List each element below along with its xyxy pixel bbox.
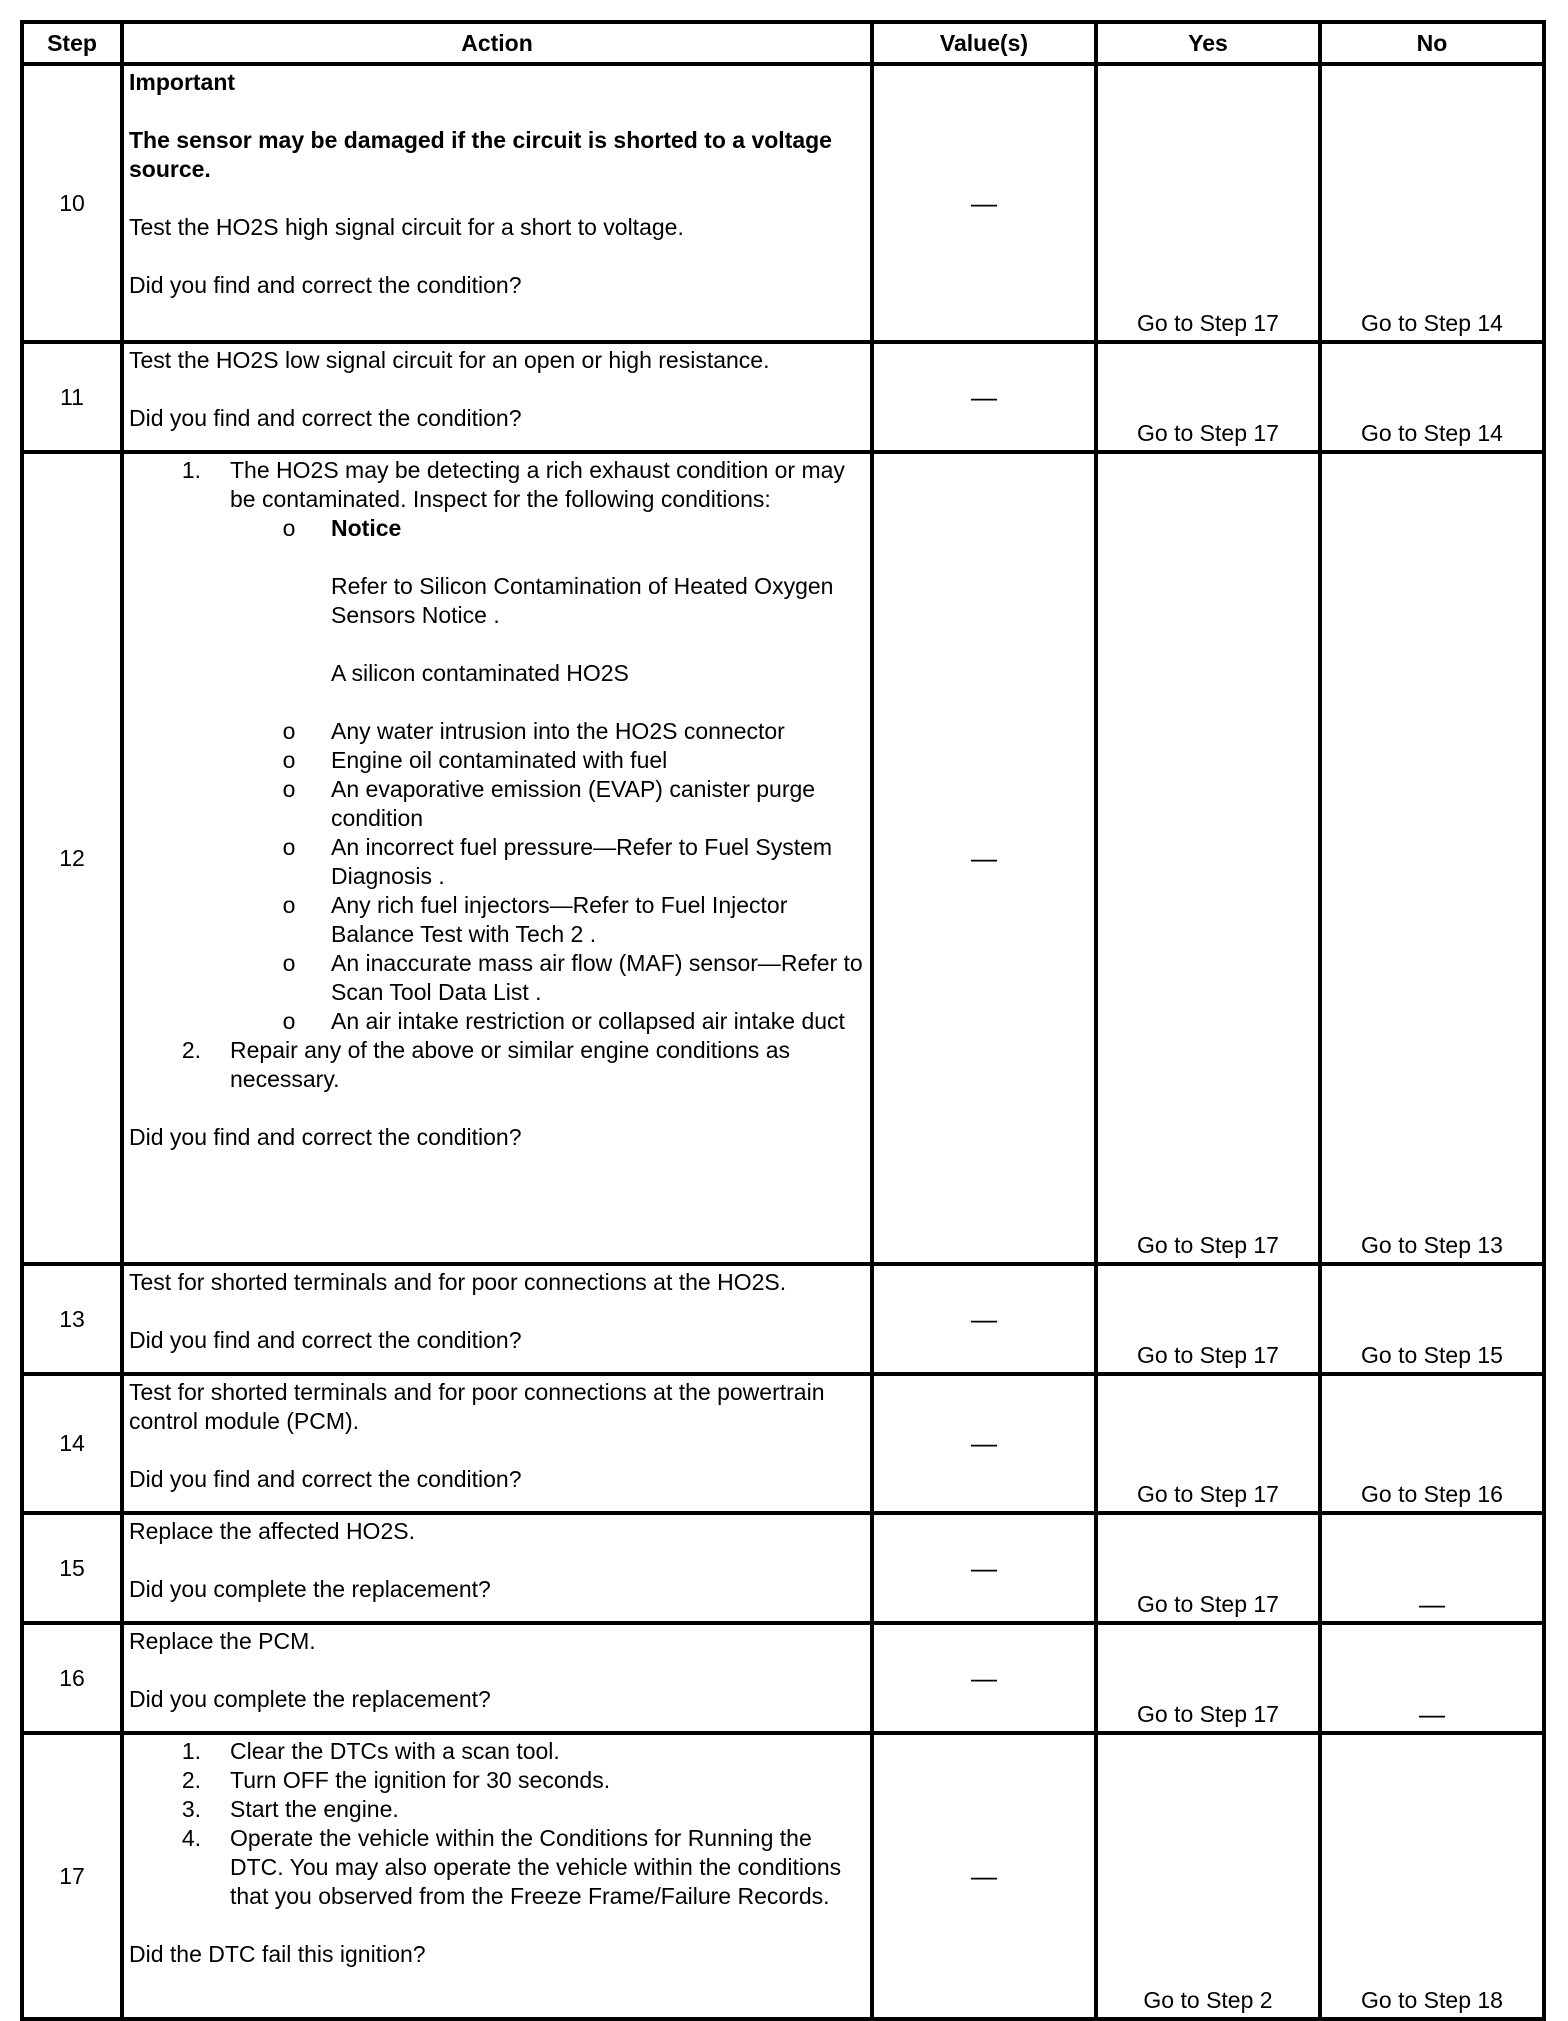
yes-cell: Go to Step 17: [1096, 64, 1320, 342]
list-number: 3.: [181, 1796, 201, 1822]
list-item-text: An incorrect fuel pressure—Refer to Fuel System Diagnosis .: [331, 834, 833, 889]
step-number: 17: [22, 1733, 122, 2019]
action-cell: [122, 1374, 872, 1513]
warning-text: The sensor may be damaged if the circuit is shorted to a voltage source.: [129, 127, 832, 182]
question-text: Did the DTC fail this ignition?: [129, 1941, 426, 1967]
action-cell: [122, 1513, 872, 1623]
header-step: Step: [22, 22, 122, 64]
value-cell: —: [872, 452, 1096, 1264]
yes-cell: Go to Step 17: [1096, 1623, 1320, 1733]
numbered-list: [129, 456, 864, 1094]
list-item: [230, 891, 864, 949]
list-item-text: Repair any of the above or similar engine conditions as necessary.: [230, 1037, 790, 1092]
instruction-text: Test for shorted terminals and for poor connections at the HO2S.: [129, 1269, 787, 1295]
value-cell: —: [872, 64, 1096, 342]
list-item: [129, 456, 864, 1036]
bullet-marker: o: [282, 747, 296, 773]
value-cell: —: [872, 1513, 1096, 1623]
action-cell: [122, 1264, 872, 1374]
no-cell: —: [1320, 1623, 1544, 1733]
bullet-marker: o: [282, 776, 296, 802]
list-item: [129, 1737, 864, 1766]
header-no: No: [1320, 22, 1544, 64]
no-cell: Go to Step 13: [1320, 452, 1544, 1264]
table-row: [22, 342, 1544, 452]
list-item-text: Operate the vehicle within the Conditions for Running the DTC. You may also operate the vehicle within the conditions that you observed from the Freeze Frame/Failure Records.: [230, 1825, 842, 1909]
diagnostic-table: [20, 20, 1546, 2021]
action-cell: [122, 342, 872, 452]
list-number: 1.: [181, 1738, 201, 1764]
list-item: [129, 1036, 864, 1094]
bullet-marker: o: [282, 892, 296, 918]
bullet-marker: o: [282, 515, 296, 541]
step-number: 13: [22, 1264, 122, 1374]
action-cell: [122, 452, 872, 1264]
step-number: 16: [22, 1623, 122, 1733]
instruction-text: Test for shorted terminals and for poor connections at the powertrain control module (PCM).: [129, 1379, 825, 1434]
list-item-text: A silicon contaminated HO2S: [331, 660, 629, 686]
list-item-text: Start the engine.: [230, 1796, 399, 1822]
bullet-marker: o: [282, 834, 296, 860]
list-item-text: An air intake restriction or collapsed air intake duct: [331, 1008, 845, 1034]
value-cell: —: [872, 1264, 1096, 1374]
no-cell: Go to Step 16: [1320, 1374, 1544, 1513]
important-label: Important: [129, 69, 236, 95]
list-number: 1.: [181, 457, 201, 483]
list-item: [230, 949, 864, 1007]
header-values: Value(s): [872, 22, 1096, 64]
list-item-text: Engine oil contaminated with fuel: [331, 747, 668, 773]
list-item: [129, 1795, 864, 1824]
step-number: 11: [22, 342, 122, 452]
instruction-text: Replace the PCM.: [129, 1628, 316, 1654]
instruction-text: Test the HO2S high signal circuit for a short to voltage.: [129, 214, 684, 240]
header-action: Action: [122, 22, 872, 64]
yes-cell: Go to Step 17: [1096, 452, 1320, 1264]
bullet-marker: o: [282, 718, 296, 744]
value-cell: —: [872, 1623, 1096, 1733]
instruction-text: Replace the affected HO2S.: [129, 1518, 415, 1544]
table-row: [22, 1623, 1544, 1733]
header-yes: Yes: [1096, 22, 1320, 64]
action-cell: [122, 64, 872, 342]
no-cell: Go to Step 18: [1320, 1733, 1544, 2019]
list-item: [230, 514, 864, 717]
table-row: [22, 1733, 1544, 2019]
question-text: Did you find and correct the condition?: [129, 1124, 522, 1150]
numbered-list: [129, 1737, 864, 1911]
notice-text: Refer to Silicon Contamination of Heated Oxygen Sensors Notice .: [331, 573, 834, 628]
list-item-text: An inaccurate mass air flow (MAF) sensor—Refer to Scan Tool Data List .: [331, 950, 863, 1005]
instruction-text: Test the HO2S low signal circuit for an open or high resistance.: [129, 347, 770, 373]
action-cell: [122, 1733, 872, 2019]
list-number: 2.: [181, 1037, 201, 1063]
yes-cell: Go to Step 17: [1096, 1513, 1320, 1623]
list-item: [230, 833, 864, 891]
bullet-marker: o: [282, 950, 296, 976]
list-item: [230, 717, 864, 746]
yes-cell: Go to Step 17: [1096, 342, 1320, 452]
list-item-text: An evaporative emission (EVAP) canister purge condition: [331, 776, 816, 831]
table-row: [22, 1264, 1544, 1374]
no-cell: Go to Step 14: [1320, 64, 1544, 342]
list-item: [129, 1824, 864, 1911]
value-cell: —: [872, 342, 1096, 452]
question-text: Did you find and correct the condition?: [129, 1466, 522, 1492]
question-text: Did you complete the replacement?: [129, 1686, 491, 1712]
yes-cell: Go to Step 2: [1096, 1733, 1320, 2019]
step-number: 12: [22, 452, 122, 1264]
question-text: Did you complete the replacement?: [129, 1576, 491, 1602]
list-item: [230, 1007, 864, 1036]
list-item-text: Clear the DTCs with a scan tool.: [230, 1738, 560, 1764]
table-row: [22, 1374, 1544, 1513]
question-text: Did you find and correct the condition?: [129, 405, 522, 431]
step-number: 14: [22, 1374, 122, 1513]
header-row: [22, 22, 1544, 64]
list-number: 2.: [181, 1767, 201, 1793]
list-item-text: Any rich fuel injectors—Refer to Fuel Injector Balance Test with Tech 2 .: [331, 892, 788, 947]
list-item: [129, 1766, 864, 1795]
yes-cell: Go to Step 17: [1096, 1264, 1320, 1374]
value-cell: —: [872, 1733, 1096, 2019]
list-item-text: Turn OFF the ignition for 30 seconds.: [230, 1767, 611, 1793]
question-text: Did you find and correct the condition?: [129, 272, 522, 298]
notice-label: Notice: [331, 515, 402, 541]
bullet-list: [230, 514, 864, 1036]
list-item-text: The HO2S may be detecting a rich exhaust condition or may be contaminated. Inspect for the following conditions:: [230, 457, 845, 512]
no-cell: Go to Step 14: [1320, 342, 1544, 452]
no-cell: —: [1320, 1513, 1544, 1623]
table-row: [22, 64, 1544, 342]
action-cell: [122, 1623, 872, 1733]
step-number: 15: [22, 1513, 122, 1623]
list-number: 4.: [181, 1825, 201, 1851]
list-item: [230, 775, 864, 833]
list-item: [230, 746, 864, 775]
table-row: [22, 452, 1544, 1264]
yes-cell: Go to Step 17: [1096, 1374, 1320, 1513]
no-cell: Go to Step 15: [1320, 1264, 1544, 1374]
value-cell: —: [872, 1374, 1096, 1513]
step-number: 10: [22, 64, 122, 342]
question-text: Did you find and correct the condition?: [129, 1327, 522, 1353]
list-item-text: Any water intrusion into the HO2S connector: [331, 718, 785, 744]
bullet-marker: o: [282, 1008, 296, 1034]
table-row: [22, 1513, 1544, 1623]
